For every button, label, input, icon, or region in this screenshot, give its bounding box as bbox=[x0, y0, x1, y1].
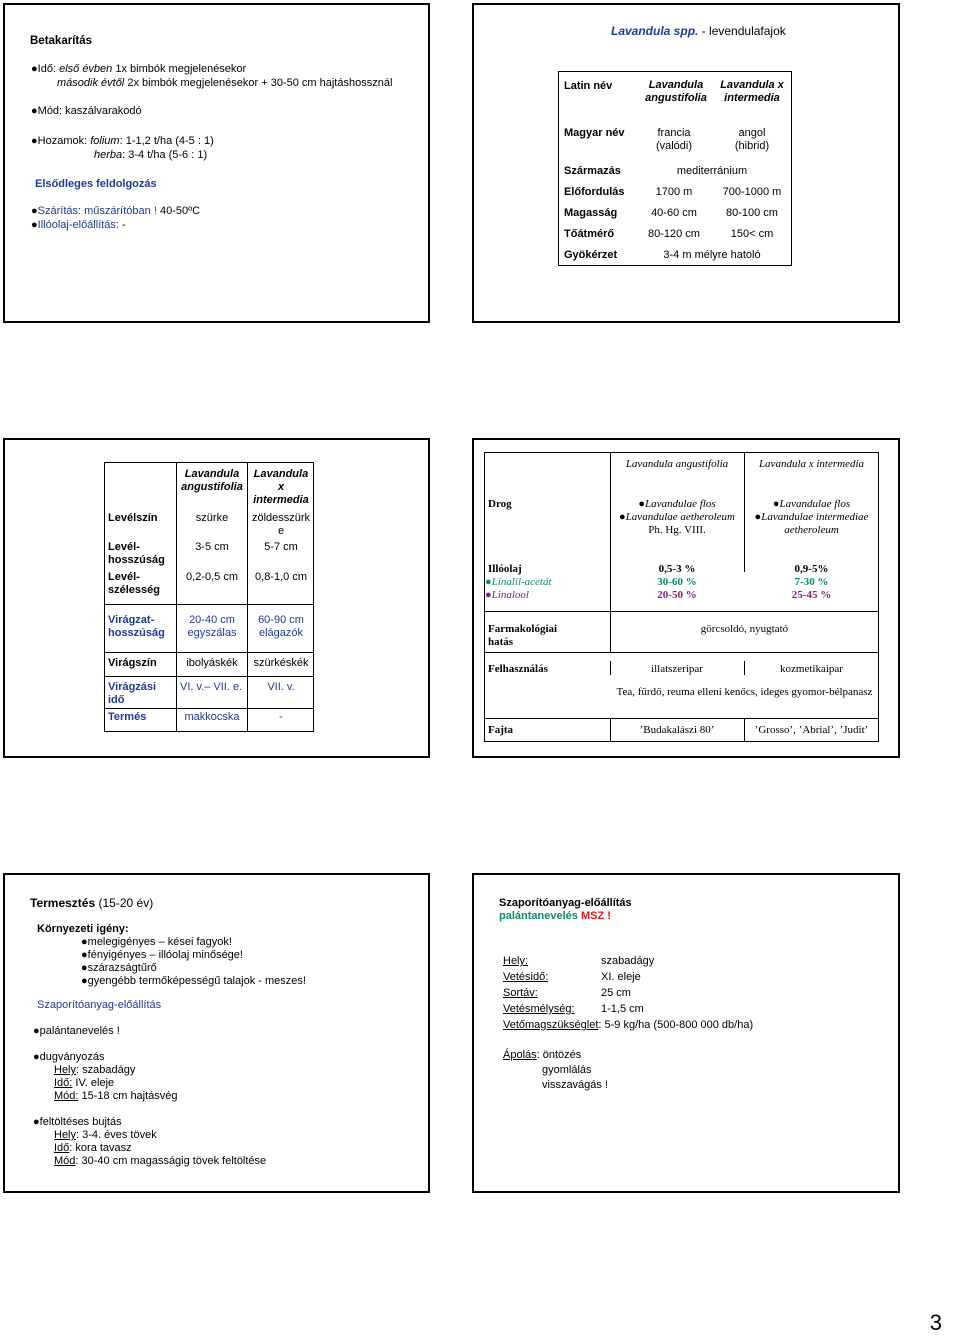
cell: 3-4 m mélyre hatoló bbox=[663, 249, 761, 261]
row-label: Levél- hosszúság bbox=[108, 541, 165, 566]
page-number: 3 bbox=[929, 1310, 942, 1335]
col-header-1: Lavandula angustifolia bbox=[625, 458, 729, 470]
field-value: 25 cm bbox=[601, 987, 631, 999]
cell: 0,9-5% bbox=[794, 563, 829, 575]
slide-morphology bbox=[3, 438, 430, 758]
list-item: ●palántanevelés ! bbox=[33, 1025, 120, 1037]
hozamok-line: ●Hozamok: folium: 1-1,2 t/ha (4-5 : 1) bbox=[31, 135, 214, 147]
cell: 60-90 cm elágazók bbox=[258, 614, 304, 639]
row-label: Drog bbox=[488, 498, 512, 510]
field-value: szabadágy bbox=[601, 955, 655, 967]
list-item: ●dugványozás bbox=[33, 1051, 105, 1063]
field-label: Vetésmélység: bbox=[503, 1003, 575, 1015]
cell: 1700 m bbox=[655, 186, 693, 198]
illoolaj-line: ●Illóolaj-előállítás: - bbox=[31, 219, 126, 231]
cell: 0,2-0,5 cm bbox=[186, 571, 238, 583]
col-header-2: Lavandula x intermedia bbox=[758, 458, 865, 470]
cell: ●Lavandulae flos ●Lavandulae aetheroleum Ph. Hg. VIII. bbox=[619, 498, 735, 536]
slide-betakaritas bbox=[3, 3, 430, 323]
cell: ’Grosso’, ’Abrial’, ’Judit’ bbox=[754, 724, 869, 736]
row-label: Farmakológiai hatás bbox=[488, 623, 558, 648]
list-item: ●szárazságtűrő bbox=[81, 962, 157, 974]
detail-line: Hely: szabadágy bbox=[54, 1064, 136, 1076]
mod-line: ●Mód: kaszálvarakodó bbox=[31, 105, 142, 117]
field-line: Ápolás: öntözés bbox=[503, 1049, 582, 1061]
row-label: Latin név bbox=[564, 80, 613, 92]
field-label: Sortáv: bbox=[503, 987, 538, 999]
row-label: ●Linalil-acetát bbox=[485, 576, 552, 588]
field-line: Vetőmagszükséglet: 5-9 kg/ha (500-800 000 db/ha) bbox=[503, 1019, 754, 1031]
list-item: ●melegigényes – kései fagyok! bbox=[81, 936, 232, 948]
cell: mediterránium bbox=[676, 165, 748, 177]
row-label: Levél- szélesség bbox=[108, 571, 160, 596]
section-heading: Környezeti igény: bbox=[37, 923, 129, 935]
field-line: visszavágás ! bbox=[542, 1079, 609, 1091]
cell: 0,5-3 % bbox=[658, 563, 696, 575]
cell: szürke bbox=[195, 512, 229, 524]
row-label: Gyökérzet bbox=[564, 249, 618, 261]
field-value: XI. eleje bbox=[601, 971, 641, 983]
detail-line: Idő: IV. eleje bbox=[54, 1077, 115, 1089]
cell: 7-30 % bbox=[794, 576, 829, 588]
table-header-2: Lavandula x intermedia bbox=[720, 79, 784, 104]
slide-title: Lavandula spp. - levendulafajok bbox=[611, 24, 786, 38]
table-header-1: Lavandula angustifolia bbox=[645, 79, 707, 104]
cell: - bbox=[279, 711, 283, 723]
row-label: Levélszín bbox=[108, 512, 158, 524]
cell: 20-40 cm egyszálas bbox=[187, 614, 237, 639]
slide-drog bbox=[472, 438, 900, 758]
cell: zöldesszürk e bbox=[251, 512, 311, 537]
cell: francia (valódi) bbox=[655, 127, 693, 152]
cell: 20-50 % bbox=[657, 589, 697, 601]
row-label: ●Linalool bbox=[485, 589, 529, 601]
cell: 25-45 % bbox=[791, 589, 832, 601]
cell: 150< cm bbox=[730, 228, 774, 240]
cell: illatszeripar bbox=[651, 663, 703, 675]
slide-subtitle: palántanevelés MSZ ! bbox=[499, 910, 611, 922]
row-label: Tőátmérő bbox=[564, 228, 615, 240]
row-label: Előfordulás bbox=[564, 186, 625, 198]
section-heading: Szaporítóanyag-előállítás bbox=[37, 999, 162, 1011]
ido-line-1: ●Idő: első évben 1x bimbók megjelenésekor bbox=[31, 63, 247, 75]
cell: ’Budakalászi 80’ bbox=[639, 724, 715, 736]
row-label: Fajta bbox=[488, 724, 514, 736]
cell: görcsoldó, nyugtató bbox=[700, 623, 789, 635]
slide-title: Termesztés (15-20 év) bbox=[30, 896, 154, 910]
slide-termesztes bbox=[3, 873, 430, 1193]
cell: 700-1000 m bbox=[722, 186, 782, 198]
cell: ibolyáskék bbox=[186, 657, 238, 669]
list-item: ●feltöltéses bujtás bbox=[33, 1116, 122, 1128]
row-label: Virágzási idő bbox=[108, 681, 157, 706]
slide-szaporitoanyag bbox=[472, 873, 900, 1193]
field-line: gyomlálás bbox=[542, 1064, 592, 1076]
row-label: Felhasználás bbox=[488, 663, 548, 675]
cell: VII. v. bbox=[267, 681, 295, 693]
slide-title: Betakarítás bbox=[30, 35, 93, 47]
cell: kozmetikaipar bbox=[780, 663, 843, 675]
row-label: Magasság bbox=[564, 207, 618, 219]
row-label: Virágszín bbox=[108, 657, 157, 669]
field-label: Hely: bbox=[503, 955, 529, 967]
row-label: Illóolaj bbox=[488, 563, 522, 575]
cell: 80-100 cm bbox=[726, 207, 778, 219]
cell: 5-7 cm bbox=[264, 541, 298, 553]
list-item: ●fényigényes – illóolaj minősége! bbox=[81, 949, 243, 961]
cell: VI. v.– VII. e. bbox=[180, 681, 243, 693]
row-label: Magyar név bbox=[564, 127, 625, 139]
col-header-1: Lavandula angustifolia bbox=[181, 468, 243, 493]
field-value: 1-1,5 cm bbox=[601, 1003, 644, 1015]
cell: 30-60 % bbox=[657, 576, 697, 588]
col-header-2: Lavandula x intermedia bbox=[253, 468, 309, 506]
row-label: Származás bbox=[564, 165, 621, 177]
ido-line-2: második évtől 2x bimbók megjelenésekor + 30-50 cm hajtáshossznál bbox=[57, 77, 393, 89]
slide-lavandula-species bbox=[472, 3, 900, 323]
cell: szürkéskék bbox=[253, 657, 309, 669]
szaritas-line: ●Szárítás: műszárítóban ! 40-50ºC bbox=[31, 205, 201, 217]
cell: 0,8-1,0 cm bbox=[255, 571, 307, 583]
cell: 40-60 cm bbox=[651, 207, 697, 219]
cell: angol (hibrid) bbox=[734, 127, 770, 152]
detail-line: Idő: kora tavasz bbox=[54, 1142, 132, 1154]
section-heading: Elsődleges feldolgozás bbox=[35, 178, 157, 190]
herba-line: herba: 3-4 t/ha (5-6 : 1) bbox=[94, 149, 208, 161]
cell: 3-5 cm bbox=[195, 541, 229, 553]
row-label: Virágzat- hosszúság bbox=[108, 614, 165, 639]
row-label: Termés bbox=[108, 711, 147, 723]
detail-line: Hely: 3-4. éves tövek bbox=[54, 1129, 157, 1141]
field-label: Vetésidő: bbox=[503, 971, 549, 983]
cell: ●Lavandulae flos ●Lavandulae intermediae aetheroleum bbox=[754, 498, 869, 536]
detail-line: Mód: 15-18 cm hajtásvég bbox=[54, 1090, 178, 1102]
list-item: ●gyengébb termőképességű talajok - meszes! bbox=[81, 975, 306, 987]
cell: Tea, fürdő, reuma elleni kenőcs, ideges gyomor-bélpanasz bbox=[616, 686, 873, 698]
slide-title: Szaporítóanyag-előállítás bbox=[499, 897, 632, 909]
cell: 80-120 cm bbox=[648, 228, 700, 240]
detail-line: Mód: 30-40 cm magasságig tövek feltöltése bbox=[54, 1155, 267, 1167]
cell: makkocska bbox=[184, 711, 240, 723]
